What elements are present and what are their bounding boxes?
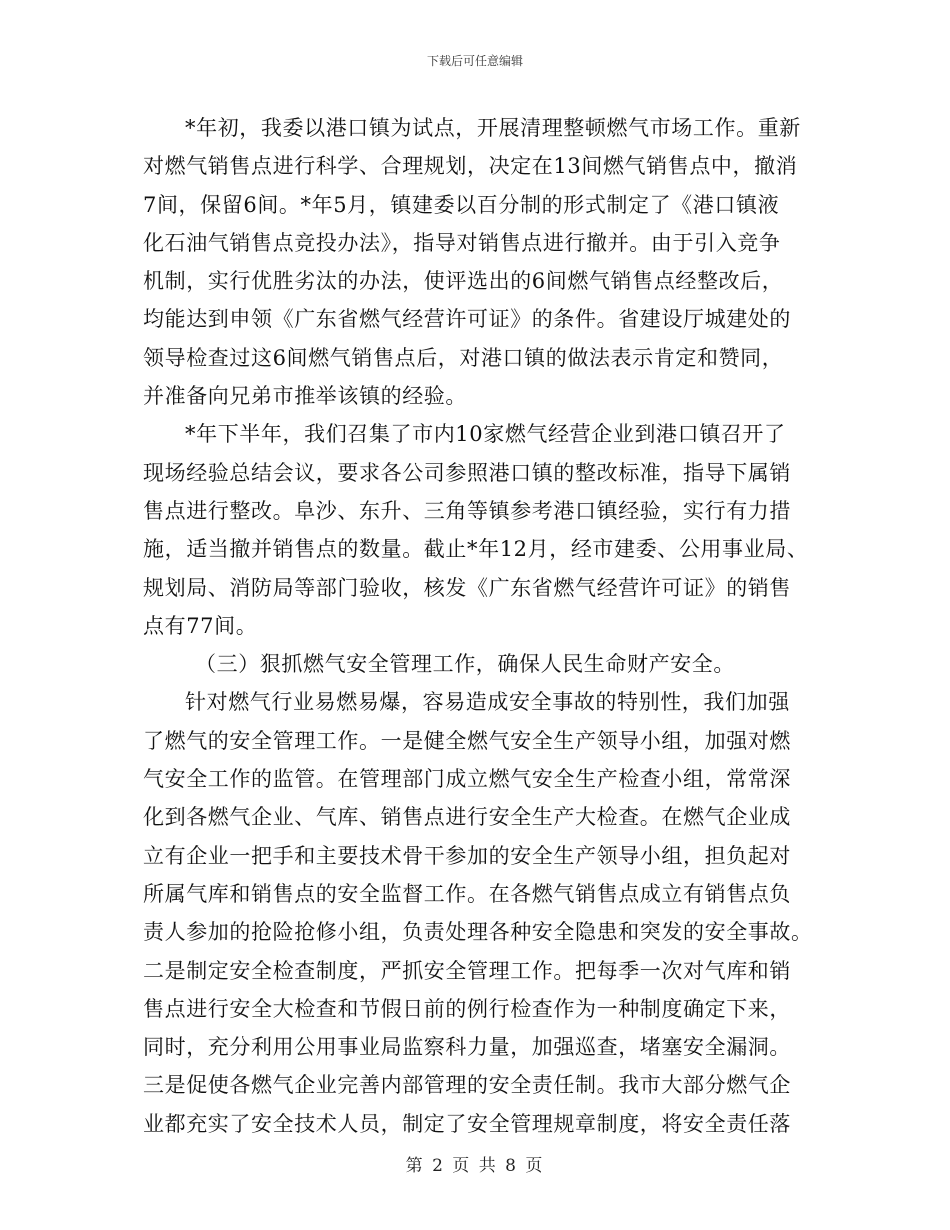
text-line: *年初，我委以港口镇为试点，开展清理整顿燃气市场工作。重新 [185,116,801,140]
text-line: 现场经验总结会议，要求各公司参照港口镇的整改标准，指导下属销 [143,460,791,485]
text-line: 点有77间。 [143,613,258,638]
page-header-note: 下载后可任意编辑 [426,54,523,68]
text-line: 所属气库和销售点的安全监督工作。在各燃气销售点成立有销售点负 [143,881,791,906]
text-line: 气安全工作的监管。在管理部门成立燃气安全生产检查小组，常常深 [143,767,791,792]
text-line: 并准备向兄弟市推举该镇的经验。 [143,384,467,409]
document-body [143,109,813,1143]
text-line: 售点进行整改。阜沙、东升、三角等镇参考港口镇经验，实行有力措 [143,498,791,523]
text-line: 立有企业一把手和主要技术骨干参加的安全生产领导小组，担负起对 [143,843,791,868]
text-line: （三）狠抓燃气安全管理工作，确保人民生命财产安全。 [195,652,735,677]
text-line: 二是制定安全检查制度，严抓安全管理工作。把每季一次对气库和销 [143,958,791,983]
text-line: 同时，充分利用公用事业局监察科力量，加强巡查，堵塞安全漏洞。 [143,1035,791,1060]
text-line: 领导检查过这6间燃气销售点后，对港口镇的做法表示肯定和赞同， [143,345,784,370]
text-line: 化石油气销售点竞投办法》，指导对销售点进行撤并。由于引入竞争 [143,230,781,255]
text-line: 7间，保留6间。*年5月，镇建委以百分制的形式制定了《港口镇液 [143,192,780,217]
page-number: 第 2 页 共 8 页 [405,1156,545,1176]
text-line: 了燃气的安全管理工作。一是健全燃气安全生产领导小组，加强对燃 [143,728,791,753]
text-line: 施，适当撤并销售点的数量。截止*年12月，经市建委、公用事业局、 [143,537,809,562]
text-line: 针对燃气行业易燃易爆，容易造成安全事故的特别性，我们加强 [185,690,790,715]
text-line: 机制，实行优胜劣汰的办法，使评选出的6间燃气销售点经整改后， [143,269,784,294]
text-line: 三是促使各燃气企业完善内部管理的安全责任制。我市大部分燃气企 [143,1073,791,1098]
text-line: 均能达到申领《广东省燃气经营许可证》的条件。省建设厅城建处的 [143,307,791,332]
text-line: 对燃气销售点进行科学、合理规划，决定在13间燃气销售点中，撤消 [143,154,798,179]
text-line: 规划局、消防局等部门验收，核发《广东省燃气经营许可证》的销售 [143,575,791,600]
text-line: 售点进行安全大检查和节假日前的例行检查作为一种制度确定下来， [143,996,791,1021]
text-line: 责人参加的抢险抢修小组，负责处理各种安全隐患和突发的安全事故。 [143,920,813,945]
text-line: 化到各燃气企业、气库、销售点进行安全生产大检查。在燃气企业成 [143,805,791,830]
text-line: *年下半年，我们召集了市内10家燃气经营企业到港口镇召开了 [185,422,786,447]
text-line: 业都充实了安全技术人员，制定了安全管理规章制度，将安全责任落 [143,1111,791,1136]
